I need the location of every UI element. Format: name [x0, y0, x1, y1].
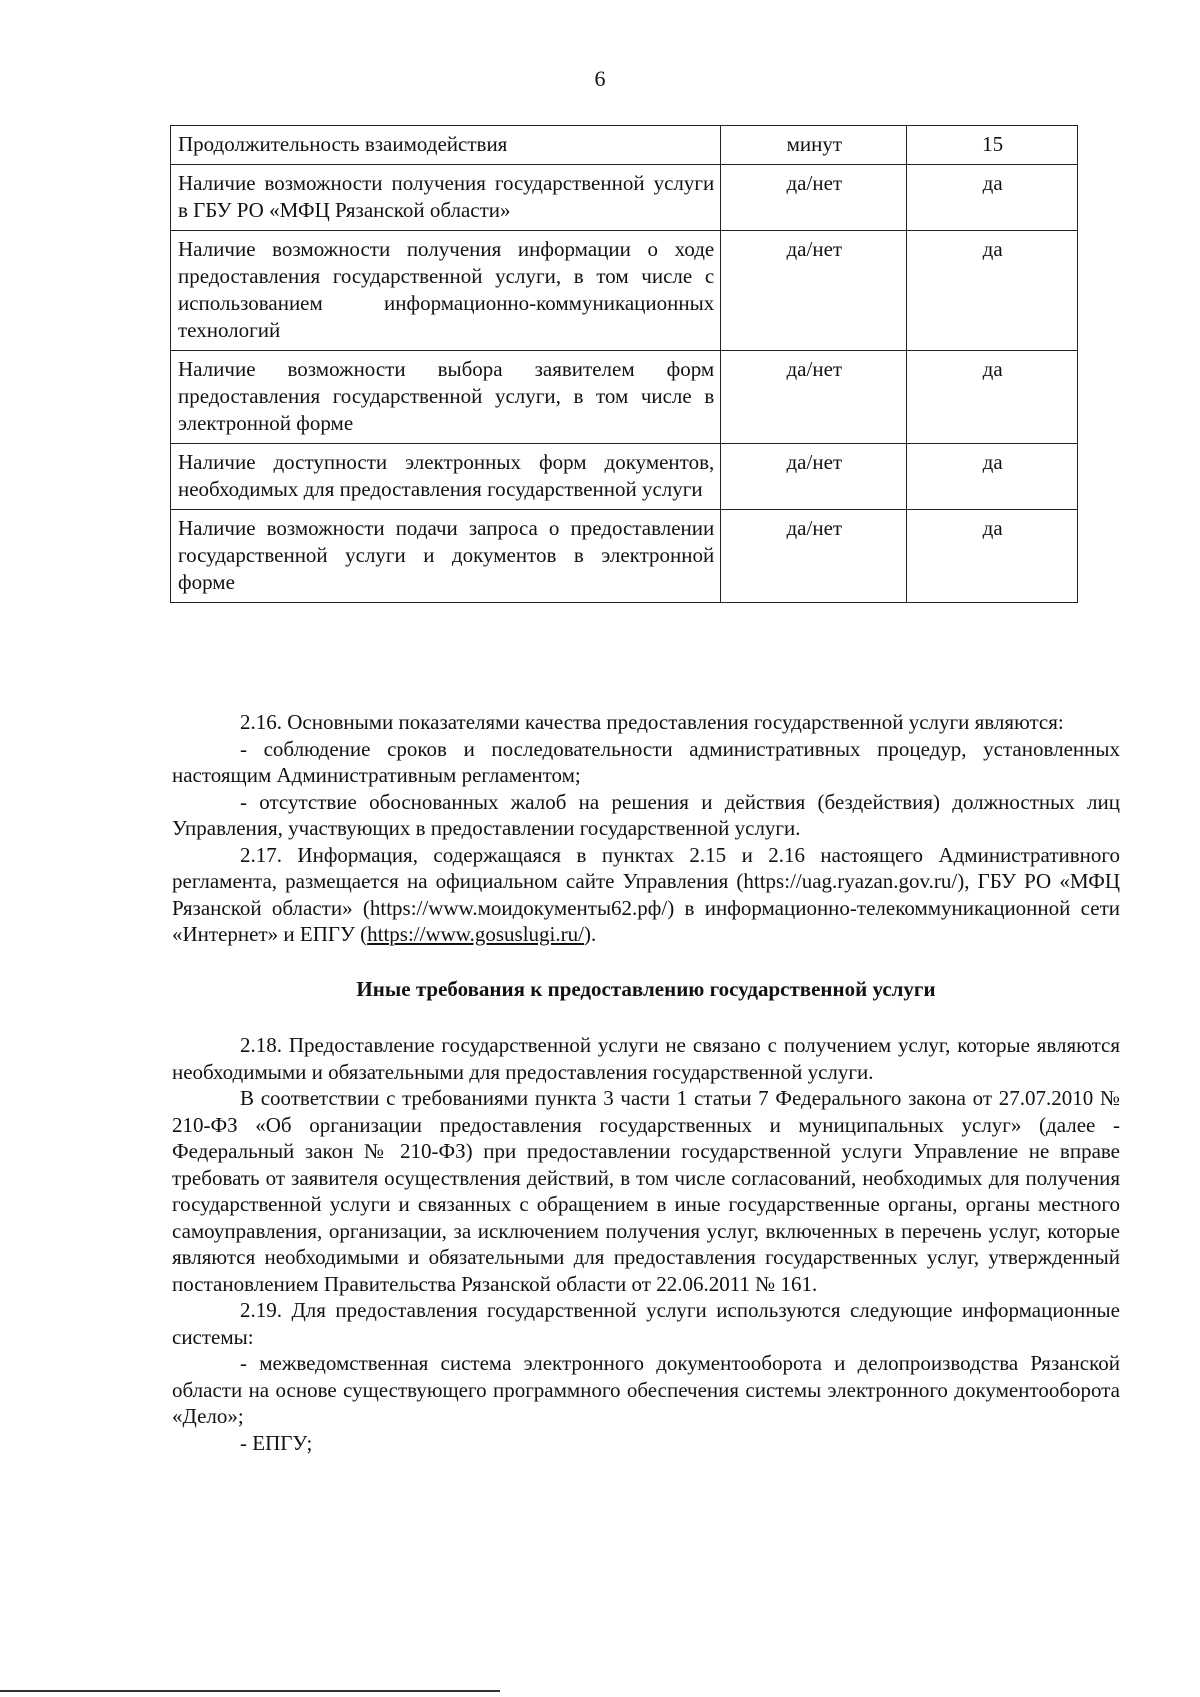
table-row — [171, 126, 1078, 165]
paragraph-law-reference: В соответствии с требованиями пункта 3 части 1 статьи 7 Федерального закона от 27.07.2010 № 210-ФЗ «Об организации предоставления государственных и муниципальных услуг» (далее - Федеральный закон № 210-ФЗ) при предоставлении государственной услуги Управление не вправе требовать от заявителя осуществления действий, в том числе согласований, необходимых для получения государственной услуги и связанных с обращением в иные государственные органы, органы местного самоуправления, организации, за исключением получения услуг, включенных в перечень услуг, которые являются необходимыми и обязательными для предоставления государственных услуг, утвержденный постановлением Правительства Рязанской области от 22.06.2011 № 161. — [172, 1086, 1120, 1296]
indicator-name: Наличие возможности выбора заявителем форм предоставления государственной услуги, в том числе в электронной форме — [171, 351, 721, 444]
paragraph-2-17 — [172, 842, 1120, 948]
indicator-value: да — [907, 351, 1078, 444]
indicator-unit: да/нет — [721, 444, 907, 510]
paragraph-2-18: 2.18. Предоставление государственной услуги не связано с получением услуг, которые являются необходимыми и обязательными для предоставления государственной услуги. — [172, 1033, 1120, 1084]
indicator-name: Наличие возможности получения государственной услуги в ГБУ РО «МФЦ Рязанской области» — [171, 165, 721, 231]
indicator-name: Продолжительность взаимодействия — [171, 126, 721, 165]
indicator-value: да — [907, 444, 1078, 510]
list-item: - соблюдение сроков и последовательности административных процедур, установленных настоящим Административным регламентом; — [172, 736, 1120, 787]
table-row — [171, 351, 1078, 444]
indicator-value: да — [907, 510, 1078, 603]
indicator-name: Наличие доступности электронных форм документов, необходимых для предоставления государственной услуги — [171, 444, 721, 510]
paragraph-2-19: 2.19. Для предоставления государственной услуги используются следующие информационные системы: — [172, 1298, 1120, 1349]
indicator-unit: да/нет — [721, 510, 907, 603]
table-row — [171, 165, 1078, 231]
indicator-name: Наличие возможности получения информации о ходе предоставления государственной услуги, в том числе с использованием информационно-коммуникационных технологий — [171, 231, 721, 351]
paragraph-2-16: 2.16. Основными показателями качества предоставления государственной услуги являются: — [240, 710, 1064, 734]
table-row — [171, 510, 1078, 603]
document-body — [172, 709, 1120, 1456]
indicator-unit: минут — [721, 126, 907, 165]
list-item: - ЕПГУ; — [240, 1430, 313, 1455]
indicator-value: да — [907, 231, 1078, 351]
table-row — [171, 231, 1078, 351]
paragraph-2-17-text: 2.17. Информация, содержащаяся в пунктах 2.15 и 2.16 настоящего Административного регламента, размещается на официальном сайте Управления (https://uag.ryazan.gov.ru/), ГБУ РО «МФЦ Рязанской области» (https://www.моидокументы62.рф/) в информационно-телекоммуникационной сети «Интернет» и ЕПГУ ( — [172, 842, 1120, 946]
indicator-value: 15 — [907, 126, 1078, 165]
quality-indicators-table — [170, 125, 1078, 603]
indicator-value: да — [907, 165, 1078, 231]
paragraph-2-17-end: ). — [583, 922, 597, 946]
indicator-unit: да/нет — [721, 165, 907, 231]
indicator-name: Наличие возможности подачи запроса о предоставлении государственной услуги и документов в электронной форме — [171, 510, 721, 603]
bottom-divider — [0, 1690, 500, 1692]
table-row — [171, 444, 1078, 510]
section-heading: Иные требования к предоставлению государственной услуги — [356, 976, 936, 1001]
list-item: - межведомственная система электронного документооборота и делопроизводства Рязанской области на основе существующего программного обеспечения системы электронного документооборота «Дело»; — [172, 1351, 1120, 1428]
page-number: 6 — [594, 66, 606, 91]
indicator-unit: да/нет — [721, 231, 907, 351]
list-item: - отсутствие обоснованных жалоб на решения и действия (бездействия) должностных лиц Управления, участвующих в предоставлении государственной услуги. — [172, 789, 1120, 840]
indicator-unit: да/нет — [721, 351, 907, 444]
gosuslugi-link[interactable]: https://www.gosuslugi.ru/ — [367, 922, 584, 946]
